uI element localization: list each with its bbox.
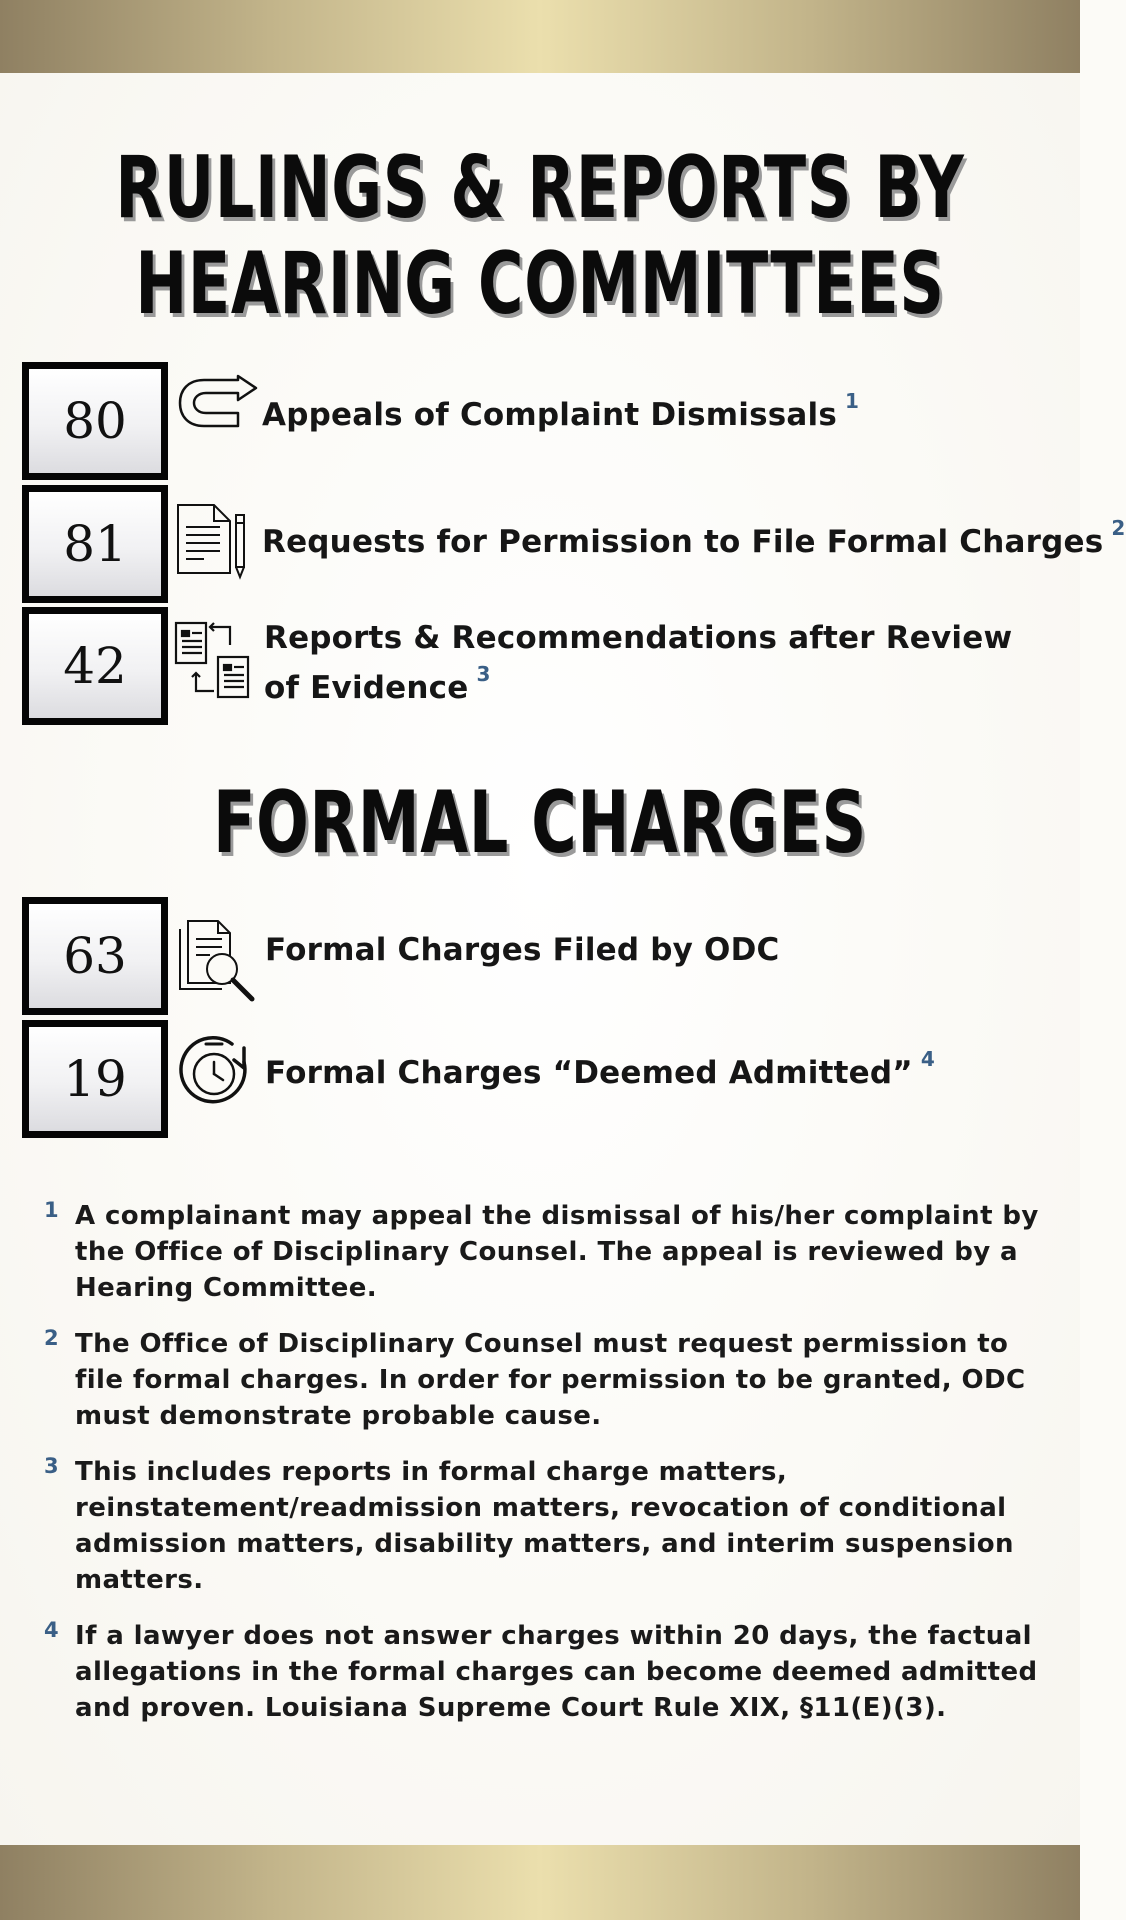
stat-label: Appeals of Complaint Dismissals $^1$ (262, 389, 860, 433)
stat-value-box: 42 (22, 607, 168, 725)
page-title: RULINGS & REPORTS BY HEARING COMMITTEES (115, 138, 965, 334)
footnote-text: If a lawyer does not answer charges within 20 days, the factual allegations in the formal charges can become deemed admitted and proven. Louisiana Supreme Court Rule XIX, §11(E)(3). (75, 1621, 1038, 1723)
stat-value-box: 19 (22, 1020, 168, 1138)
footnote-text: This includes reports in formal charge matters, reinstatement/readmission matters, revocation of conditional admission matters, disability matters, and interim suspension matters. (75, 1457, 1014, 1595)
footnote-number: 3 (44, 1454, 60, 1478)
stat-row-formal-charges-filed (22, 897, 1062, 1015)
stat-label: Requests for Permission to File Formal Charges $^2$ (262, 516, 1126, 560)
document-exchange-icon (174, 619, 252, 701)
footnote-4 (44, 1618, 1054, 1726)
stat-row-deemed-admitted (22, 1020, 1062, 1138)
footnote-2 (44, 1326, 1054, 1434)
footnote-marker-2: 2 (1111, 516, 1126, 540)
stat-value-box: 80 (22, 362, 168, 480)
stat-value-box: 81 (22, 485, 168, 603)
footnote-1 (44, 1198, 1054, 1306)
clock-cycle-icon (178, 1034, 256, 1110)
footnote-number: 2 (44, 1326, 60, 1350)
stat-label: Formal Charges “Deemed Admitted” $^4$ (265, 1047, 935, 1091)
stat-row-reports (22, 607, 1062, 727)
footnote-number: 1 (44, 1198, 60, 1222)
stat-value-box: 63 (22, 897, 168, 1015)
u-turn-arrow-icon (176, 372, 260, 432)
document-search-icon (174, 913, 260, 1003)
footnote-marker-4: 4 (920, 1047, 935, 1071)
footnote-number: 4 (44, 1618, 60, 1642)
document-pen-icon (174, 501, 250, 581)
footnotes-section (44, 1198, 1054, 1746)
stat-label: Formal Charges Filed by ODC (265, 932, 780, 968)
stat-label: Reports & Recommendations after Review of Evidence $^3$ (264, 620, 1013, 706)
footnote-text: The Office of Disciplinary Counsel must request permission to file formal charges. In order for permission to be granted, ODC must demonstrate probable cause. (75, 1329, 1026, 1431)
footnote-3 (44, 1454, 1054, 1598)
footnote-text: A complainant may appeal the dismissal of his/her complaint by the Office of Disciplinary Counsel. The appeal is reviewed by a Hearing Committee. (75, 1201, 1039, 1303)
bottom-gold-banner (0, 1845, 1080, 1920)
top-gold-banner (0, 0, 1080, 73)
stat-row-appeals (22, 362, 1062, 480)
stat-row-permission-requests (22, 485, 1126, 603)
footnote-marker-1: 1 (845, 389, 860, 413)
section-title: FORMAL CHARGES (213, 773, 867, 873)
footnote-marker-3: 3 (476, 662, 491, 686)
